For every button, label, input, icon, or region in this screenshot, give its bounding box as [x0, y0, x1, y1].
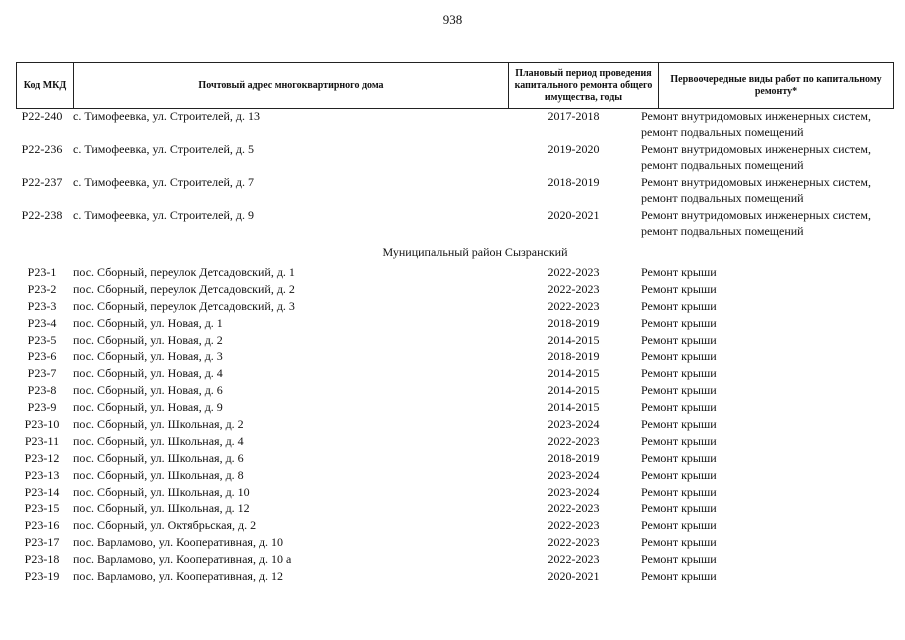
row-code: Р23-15	[24, 501, 60, 516]
row-code: Р22-237	[21, 175, 63, 189]
row-period: 2018-2019	[547, 349, 600, 364]
row-code: Р23-5	[27, 332, 57, 347]
row-works: Ремонт крыши	[641, 467, 717, 482]
row-address: пос. Варламово, ул. Кооперативная, д. 12	[73, 569, 284, 584]
row-period: 2022-2023	[547, 518, 600, 533]
row-address: пос. Сборный, переулок Детсадовский, д. 2	[73, 281, 295, 296]
row-code: Р23-4	[27, 315, 57, 330]
table-row	[16, 141, 894, 174]
row-period: 2023-2024	[547, 484, 600, 499]
row-works: Ремонт крыши	[641, 298, 717, 313]
row-period: 2023-2024	[547, 417, 600, 432]
row-period: 2018-2019	[547, 450, 600, 465]
row-period: 2022-2023	[547, 265, 600, 279]
row-works: Ремонт крыши	[641, 450, 717, 465]
row-address: пос. Сборный, ул. Школьная, д. 4	[73, 433, 244, 448]
row-address: с. Тимофеевка, ул. Строителей, д. 5	[73, 142, 254, 156]
row-code: Р23-6	[27, 349, 57, 364]
district-heading: Муниципальный район Сызранский	[382, 245, 568, 259]
row-period: 2014-2015	[547, 332, 600, 347]
row-works: Ремонт крыши	[641, 501, 717, 516]
row-code: Р23-2	[27, 281, 57, 296]
row-address: пос. Сборный, переулок Детсадовский, д. 1	[73, 265, 295, 279]
row-code: Р23-18	[24, 552, 60, 567]
row-period: 2019-2020	[547, 142, 600, 156]
row-address: пос. Сборный, ул. Школьная, д. 12	[73, 501, 250, 516]
row-period: 2017-2018	[547, 109, 600, 123]
row-works: Ремонт крыши	[641, 349, 717, 364]
row-period: 2022-2023	[547, 433, 600, 448]
table-row	[16, 467, 894, 484]
table-row	[16, 450, 894, 467]
row-address: пос. Сборный, ул. Школьная, д. 8	[73, 467, 244, 482]
row-works: Ремонт внутридомовых инженерных систем, ремонт подвальных помещений	[641, 142, 871, 172]
row-code: Р22-238	[21, 208, 63, 222]
row-works: Ремонт крыши	[641, 552, 717, 567]
row-address: пос. Сборный, ул. Школьная, д. 10	[73, 484, 250, 499]
row-code: Р23-7	[27, 366, 57, 381]
row-works: Ремонт крыши	[641, 484, 717, 499]
row-address: пос. Сборный, ул. Новая, д. 6	[73, 383, 223, 398]
row-works: Ремонт крыши	[641, 366, 717, 381]
table-row	[16, 348, 894, 365]
row-period: 2022-2023	[547, 552, 600, 567]
row-code: Р23-8	[27, 383, 57, 398]
row-period: 2014-2015	[547, 400, 600, 415]
row-period: 2018-2019	[547, 315, 600, 330]
table-row	[16, 281, 894, 298]
row-address: пос. Сборный, ул. Новая, д. 4	[73, 366, 223, 381]
row-works: Ремонт крыши	[641, 400, 717, 415]
table-row	[16, 315, 894, 332]
table-row	[16, 500, 894, 517]
row-works: Ремонт крыши	[641, 535, 717, 550]
row-address: пос. Сборный, ул. Октябрьская, д. 2	[73, 518, 257, 533]
row-period: 2014-2015	[547, 366, 600, 381]
row-address: пос. Сборный, ул. Новая, д. 1	[73, 315, 223, 330]
row-works: Ремонт внутридомовых инженерных систем, ремонт подвальных помещений	[641, 109, 871, 139]
table-row	[16, 416, 894, 433]
row-period: 2018-2019	[547, 175, 600, 189]
table-row	[16, 174, 894, 207]
row-code: Р23-3	[27, 298, 57, 313]
row-period: 2022-2023	[547, 281, 600, 296]
row-code: Р23-10	[24, 417, 60, 432]
table-row	[16, 108, 894, 141]
row-works: Ремонт крыши	[641, 518, 717, 533]
row-code: Р23-1	[27, 265, 57, 279]
row-works: Ремонт крыши	[641, 433, 717, 448]
table-row	[16, 551, 894, 568]
row-works: Ремонт крыши	[641, 383, 717, 398]
page-number: 938	[442, 12, 463, 27]
row-code: Р23-11	[24, 433, 60, 448]
table-row	[16, 568, 894, 585]
row-works: Ремонт крыши	[641, 315, 717, 330]
table-body	[16, 108, 894, 585]
row-code: Р23-12	[24, 450, 60, 465]
table-row	[16, 264, 894, 281]
row-address: пос. Сборный, ул. Новая, д. 3	[73, 349, 223, 364]
row-works: Ремонт крыши	[641, 281, 717, 296]
table-row	[16, 332, 894, 349]
row-code: Р23-19	[24, 569, 60, 584]
row-works: Ремонт крыши	[641, 332, 717, 347]
table-row	[16, 433, 894, 450]
table-row	[16, 517, 894, 534]
row-address: пос. Варламово, ул. Кооперативная, д. 10 а	[73, 552, 292, 567]
row-address: пос. Варламово, ул. Кооперативная, д. 10	[73, 535, 284, 550]
table-row	[16, 207, 894, 240]
row-address: пос. Сборный, ул. Школьная, д. 2	[73, 417, 244, 432]
row-address: пос. Сборный, ул. Новая, д. 2	[73, 332, 223, 347]
row-code: Р22-240	[21, 109, 63, 123]
row-address: с. Тимофеевка, ул. Строителей, д. 13	[73, 109, 260, 123]
row-period: 2014-2015	[547, 383, 600, 398]
row-code: Р23-13	[24, 467, 60, 482]
row-period: 2022-2023	[547, 298, 600, 313]
row-code: Р23-17	[24, 535, 60, 550]
row-code: Р23-9	[27, 400, 57, 415]
row-address: с. Тимофеевка, ул. Строителей, д. 7	[73, 175, 254, 189]
row-works: Ремонт внутридомовых инженерных систем, ремонт подвальных помещений	[641, 208, 871, 238]
header-code: Код МКД	[17, 63, 74, 109]
row-period: 2022-2023	[547, 535, 600, 550]
row-period: 2022-2023	[547, 501, 600, 516]
row-code: Р23-16	[24, 518, 60, 533]
header-period: Плановый период проведения капитального ремонта общего имущества, годы	[509, 63, 659, 109]
row-code: Р22-236	[21, 142, 63, 156]
table-row	[16, 382, 894, 399]
row-code: Р23-14	[24, 484, 60, 499]
row-period: 2020-2021	[547, 569, 600, 584]
row-period: 2023-2024	[547, 467, 600, 482]
header-works: Первоочередные виды работ по капитальному ремонту*	[659, 63, 894, 109]
header-address: Почтовый адрес многоквартирного дома	[74, 63, 509, 109]
row-works: Ремонт крыши	[641, 265, 717, 279]
row-address: с. Тимофеевка, ул. Строителей, д. 9	[73, 208, 254, 222]
row-address: пос. Сборный, переулок Детсадовский, д. 3	[73, 298, 295, 313]
table-row	[16, 534, 894, 551]
row-address: пос. Сборный, ул. Школьная, д. 6	[73, 450, 244, 465]
table-row	[16, 484, 894, 501]
table-row	[16, 298, 894, 315]
table-row	[16, 365, 894, 382]
row-works: Ремонт крыши	[641, 569, 717, 584]
table-header	[16, 62, 894, 109]
row-works: Ремонт крыши	[641, 417, 717, 432]
row-period: 2020-2021	[547, 208, 600, 222]
row-works: Ремонт внутридомовых инженерных систем, ремонт подвальных помещений	[641, 175, 871, 205]
table-row	[16, 399, 894, 416]
row-address: пос. Сборный, ул. Новая, д. 9	[73, 400, 223, 415]
